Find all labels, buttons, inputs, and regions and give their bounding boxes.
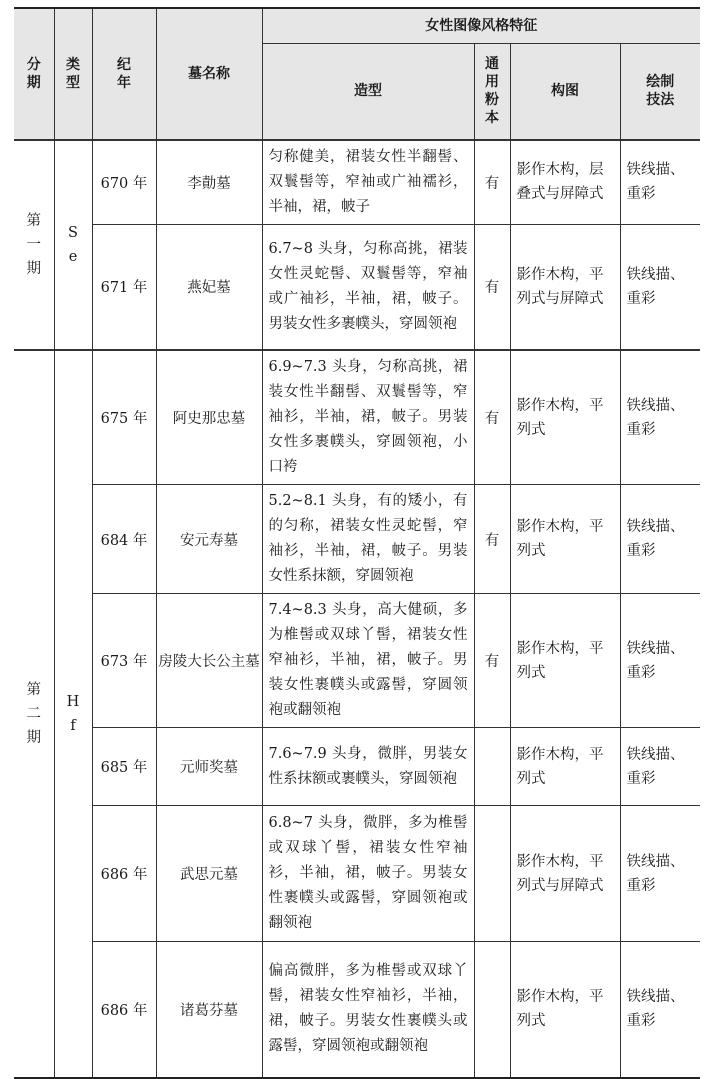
- technique-cell: 铁线描、重彩: [620, 224, 700, 350]
- year-cell: 686 年: [92, 806, 156, 942]
- shape-cell: 匀称健美，裙装女性半翻髻、双鬟髻等，窄袖或广袖襦衫，半袖，裙，帔子: [262, 140, 474, 225]
- tomb-name-cell: 武思元墓: [156, 806, 262, 942]
- year-cell: 671 年: [92, 224, 156, 350]
- table-row: [14, 350, 700, 485]
- shape-cell: 7.6~7.9 头身，微胖，男装女性系抹额或裹幞头，穿圆领袍: [262, 728, 474, 806]
- shape-cell: 7.4~8.3 头身，高大健硕，多为椎髻或双球丫髻，裙装女性窄袖衫，半袖，裙，帔子。男装女性裹幞头或露髻，穿圆领袍或翻领袍: [262, 594, 474, 728]
- period-cell-1: 第一期: [14, 140, 54, 351]
- technique-cell: 铁线描、重彩: [620, 806, 700, 942]
- tomb-name-cell: 李勣墓: [156, 140, 262, 225]
- composition-cell: 影作木构，层叠式与屏障式: [510, 140, 620, 225]
- composition-cell: 影作木构，平列式: [510, 942, 620, 1078]
- composition-cell: 影作木构，平列式: [510, 350, 620, 485]
- template-cell: 有: [474, 350, 510, 485]
- template-cell: 有: [474, 224, 510, 350]
- shape-cell: 6.8~7 头身，微胖，多为椎髻或双球丫髻，裙装女性窄袖衫，半袖，裙，帔子。男装女性裹幞头或露髻，穿圆领袍或翻领袍: [262, 806, 474, 942]
- header-technique: 绘制技法: [620, 44, 700, 140]
- table-row: [14, 942, 700, 1078]
- tomb-name-cell: 元师奖墓: [156, 728, 262, 806]
- header-shape: 造型: [262, 44, 474, 140]
- template-cell: 有: [474, 485, 510, 594]
- table-header: [14, 8, 700, 140]
- technique-cell: 铁线描、重彩: [620, 140, 700, 225]
- composition-cell: 影作木构，平列式与屏障式: [510, 806, 620, 942]
- header-type: 类型: [54, 8, 92, 140]
- tomb-name-cell: 燕妃墓: [156, 224, 262, 350]
- year-cell: 685 年: [92, 728, 156, 806]
- technique-cell: 铁线描、重彩: [620, 942, 700, 1078]
- template-cell: 有: [474, 594, 510, 728]
- table-row: [14, 140, 700, 225]
- header-template: 通用粉本: [474, 44, 510, 140]
- period-cell-2: 第二期: [14, 350, 54, 1078]
- shape-cell: 5.2~8.1 头身，有的矮小，有的匀称，裙装女性灵蛇髻，窄袖衫，半袖，裙，帔子。男装女性系抹额，穿圆领袍: [262, 485, 474, 594]
- header-period: 分期: [14, 8, 54, 140]
- shape-cell: 偏高微胖，多为椎髻或双球丫髻，裙装女性窄袖衫，半袖，裙，帔子。男装女性裹幞头或露髻，穿圆领袍或翻领袍: [262, 942, 474, 1078]
- composition-cell: 影作木构，平列式与屏障式: [510, 224, 620, 350]
- tomb-name-cell: 阿史那忠墓: [156, 350, 262, 485]
- technique-cell: 铁线描、重彩: [620, 485, 700, 594]
- table-row: [14, 806, 700, 942]
- technique-cell: 铁线描、重彩: [620, 728, 700, 806]
- composition-cell: 影作木构，平列式: [510, 594, 620, 728]
- template-cell: [474, 942, 510, 1078]
- tomb-name-cell: 房陵大长公主墓: [156, 594, 262, 728]
- template-cell: [474, 806, 510, 942]
- header-feature-group: 女性图像风格特征: [262, 8, 700, 44]
- year-cell: 670 年: [92, 140, 156, 225]
- tomb-name-cell: 诸葛芬墓: [156, 942, 262, 1078]
- template-cell: 有: [474, 140, 510, 225]
- technique-cell: 铁线描、重彩: [620, 594, 700, 728]
- year-cell: 686 年: [92, 942, 156, 1078]
- type-cell-1: Se: [54, 140, 92, 351]
- year-cell: 673 年: [92, 594, 156, 728]
- composition-cell: 影作木构，平列式: [510, 728, 620, 806]
- header-composition: 构图: [510, 44, 620, 140]
- technique-cell: 铁线描、重彩: [620, 350, 700, 485]
- type-cell-2: Hf: [54, 350, 92, 1078]
- table-row: [14, 594, 700, 728]
- tomb-name-cell: 安元寿墓: [156, 485, 262, 594]
- year-cell: 684 年: [92, 485, 156, 594]
- header-year: 纪年: [92, 8, 156, 140]
- table-row: [14, 224, 700, 350]
- table-row: [14, 728, 700, 806]
- tomb-mural-style-table: [14, 7, 700, 1079]
- table-row: [14, 485, 700, 594]
- header-tomb: 墓名称: [156, 8, 262, 140]
- composition-cell: 影作木构，平列式: [510, 485, 620, 594]
- shape-cell: 6.9~7.3 头身，匀称高挑，裙装女性半翻髻、双鬟髻等，窄袖衫，半袖，裙，帔子。男装女性多裹幞头，穿圆领袍，小口袴: [262, 350, 474, 485]
- table-body: [14, 140, 700, 1078]
- shape-cell: 6.7~8 头身，匀称高挑，裙装女性灵蛇髻、双鬟髻等，窄袖或广袖衫，半袖，裙，帔子。男装女性多裹幞头，穿圆领袍: [262, 224, 474, 350]
- year-cell: 675 年: [92, 350, 156, 485]
- template-cell: [474, 728, 510, 806]
